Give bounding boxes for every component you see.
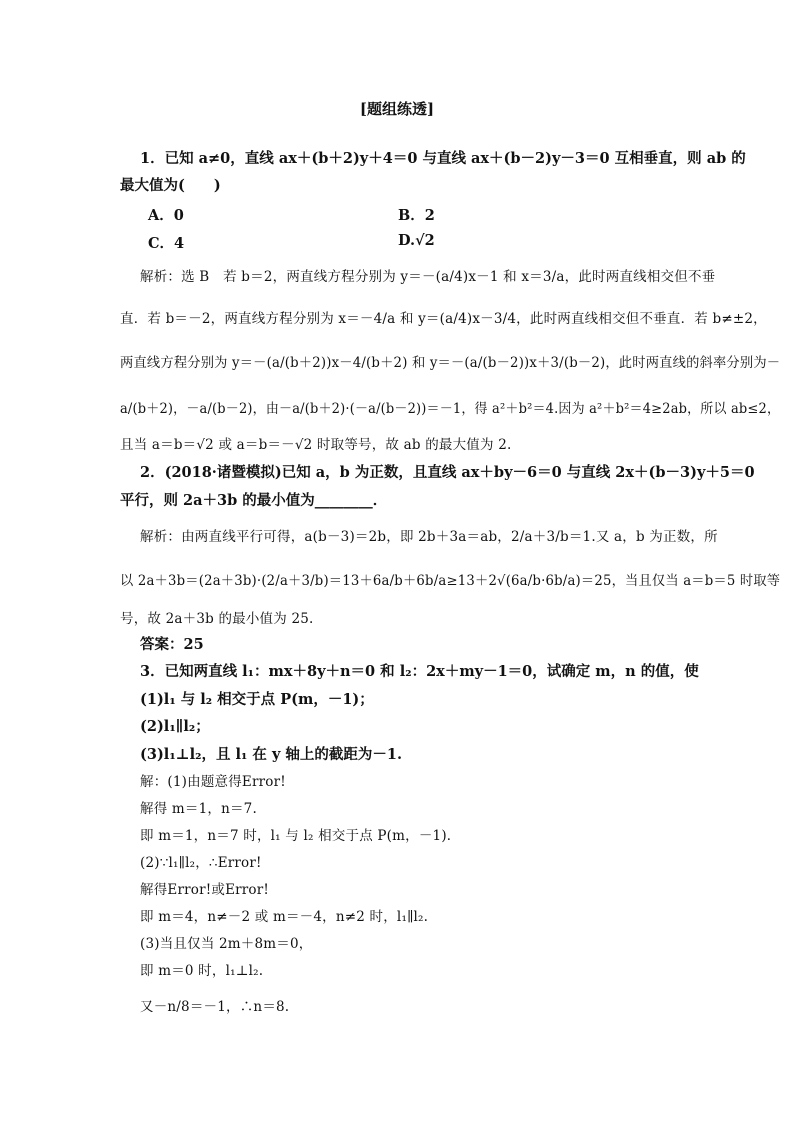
q2-solution-line: 以 2a＋3b＝(2a＋3b)·(2/a＋3/b)＝13＋6a/b＋6b/a≥13＋2√(6a/b·6b/a)＝25，当且仅当 a＝b＝5 时取等: [120, 573, 781, 589]
q3-solution-line: (3)当且仅当 2m＋8m＝0，: [140, 936, 313, 952]
q3-solution-line: 解得 m＝1，n＝7.: [140, 801, 257, 817]
q3-stem-line1: 3．已知两直线 l₁：mx＋8y＋n＝0 和 l₂：2x＋my－1＝0，试确定 m，n 的值，使: [140, 663, 699, 680]
q2-stem-line2: 平行，则 2a＋3b 的最小值为________．: [120, 492, 388, 509]
q1-solution-line: 两直线方程分别为 y＝－(a/(b＋2))x－4/(b＋2) 和 y＝－(a/(b－2))x＋3/(b－2)，此时两直线的斜率分别为－: [120, 355, 781, 371]
q3-solution-line: 解：(1)由题意得Error!: [140, 774, 286, 790]
q2-stem-line1: 2．(2018·诸暨模拟)已知 a，b 为正数，且直线 ax＋by－6＝0 与直线 2x＋(b－3)y＋5＝0: [140, 464, 755, 481]
q1-stem-line2: 最大值为( ): [120, 177, 221, 194]
q1-solution-line: 直．若 b＝－2，两直线方程分别为 x＝－4/a 和 y＝(a/4)x－3/4，此时两直线相交但不垂直．若 b≠±2，: [120, 311, 767, 327]
q3-solution-line: 即 m＝4，n≠－2 或 m＝－4，n≠2 时，l₁∥l₂.: [140, 909, 429, 925]
q3-solution-line: 即 m＝0 时，l₁⊥l₂.: [140, 963, 264, 979]
q1-option-c: C．4: [148, 235, 185, 252]
q3-solution-line: (2)∵l₁∥l₂，∴Error!: [140, 855, 262, 871]
q2-solution-line: 号，故 2a＋3b 的最小值为 25.: [120, 611, 314, 627]
q3-solution-line: 解得Error!或Error!: [140, 882, 270, 898]
q2-solution-line: 解析：由两直线平行可得，a(b－3)＝2b，即 2b＋3a＝ab，2/a＋3/b＝1.又 a，b 为正数，所: [140, 529, 718, 545]
q1-solution-line: 解析：选 B 若 b＝2，两直线方程分别为 y＝－(a/4)x－1 和 x＝3/a，此时两直线相交但不垂: [140, 269, 716, 285]
q3-part-2: (2)l₁∥l₂；: [140, 718, 210, 735]
q1-stem-line1: 1．已知 a≠0，直线 ax＋(b＋2)y＋4＝0 与直线 ax＋(b－2)y－3＝0 互相垂直，则 ab 的: [140, 150, 746, 167]
q1-option-d: D.√2: [398, 232, 435, 249]
q3-part-1: (1)l₁ 与 l₂ 相交于点 P(m，－1)；: [140, 691, 374, 708]
q2-answer: 答案：25: [140, 636, 204, 653]
q3-solution-line: 又－n/8＝－1，∴n＝8.: [140, 999, 290, 1015]
q3-part-3: (3)l₁⊥l₂，且 l₁ 在 y 轴上的截距为－1.: [140, 746, 403, 763]
q3-solution-line: 即 m＝1，n＝7 时，l₁ 与 l₂ 相交于点 P(m，－1)．: [140, 828, 461, 844]
section-title: [题组练透]: [359, 100, 435, 118]
q1-option-b: B．2: [398, 207, 435, 224]
q1-solution-line: 且当 a＝b＝√2 或 a＝b＝－√2 时取等号，故 ab 的最大值为 2.: [120, 437, 512, 453]
q1-option-a: A．0: [148, 207, 184, 224]
q1-solution-line: a/(b＋2)，－a/(b－2)，由－a/(b＋2)·(－a/(b－2))＝－1，得 a²＋b²＝4.因为 a²＋b²＝4≥2ab，所以 ab≤2，: [120, 401, 781, 417]
